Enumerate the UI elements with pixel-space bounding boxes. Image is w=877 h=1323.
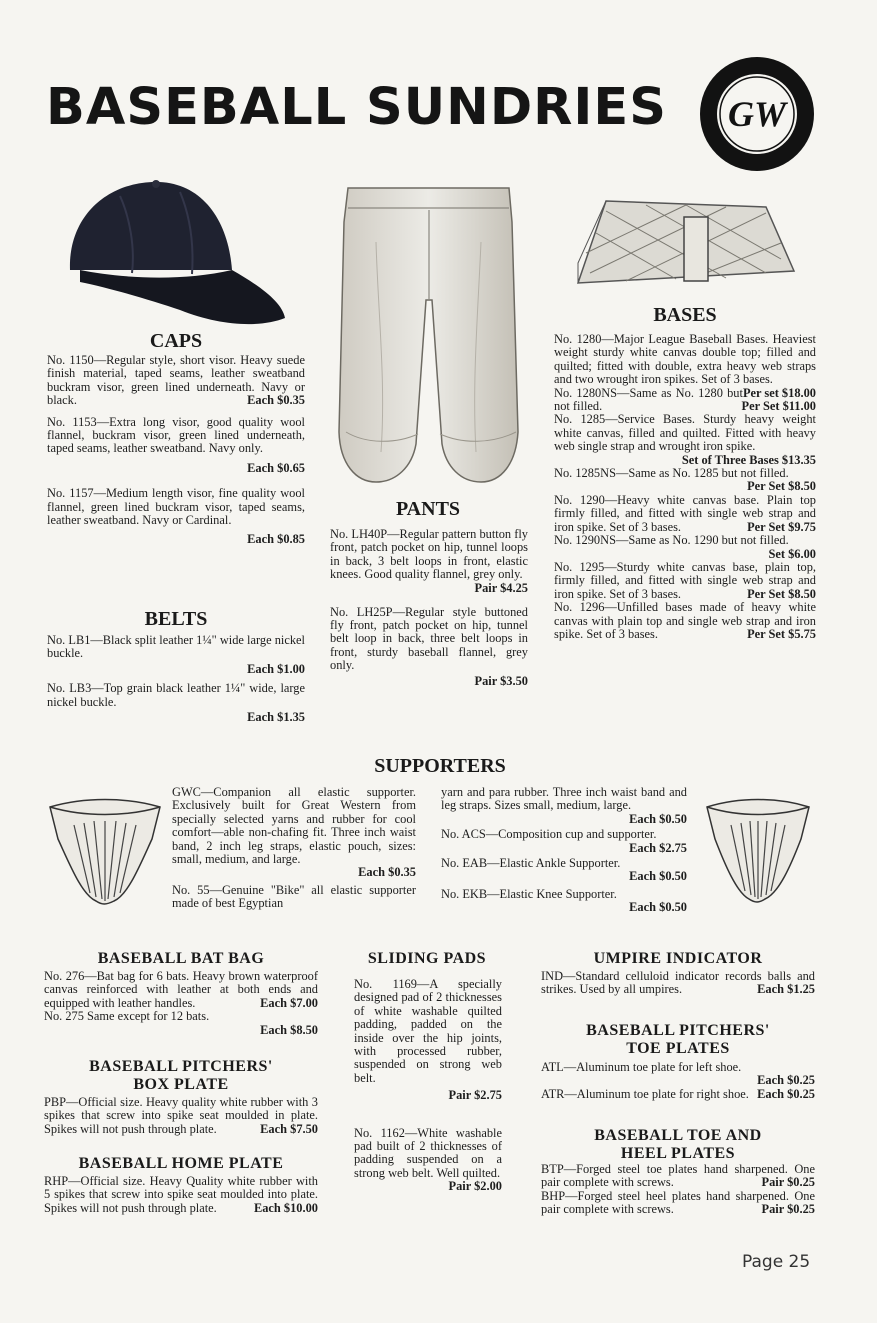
cap-illustration bbox=[60, 178, 290, 330]
list-item: No. 1290—Heavy white canvas base. Plain top firmly filled, and fitted with single web strap and iron spike. Set of 3 bases. Per Set $9.75 bbox=[554, 492, 816, 534]
item-price: Pair $3.50 bbox=[474, 673, 528, 688]
list-item: ATL—Aluminum toe plate for left shoe. bbox=[541, 1060, 742, 1074]
item-price: Each $2.75 bbox=[629, 840, 687, 855]
toe-plates-list bbox=[541, 1061, 815, 1107]
belts-heading: BELTS bbox=[144, 608, 208, 630]
list-item: No. ACS—Composition cup and supporter. bbox=[441, 827, 657, 842]
item-price: Set of Three Bases $13.35 bbox=[681, 452, 816, 467]
page-title: BASEBALL SUNDRIES bbox=[46, 78, 667, 137]
umpire-indicator-list bbox=[541, 970, 815, 1003]
list-item: No. 1296—Unfilled bases made of heavy white canvas with plain top and single web strap and iron spike. Set of 3 bases. Per Set $5.75 bbox=[554, 600, 816, 641]
box-plate-heading-line2: BOX PLATE bbox=[133, 1076, 229, 1093]
caps-list bbox=[47, 354, 305, 553]
list-item: No. EAB—Elastic Ankle Supporter. bbox=[441, 856, 621, 871]
pants-illustration bbox=[336, 182, 521, 487]
item-price: Each $0.65 bbox=[247, 460, 305, 475]
list-item: No. 1280NS—Same as No. 1280 but not filled. Per Set $11.00 bbox=[554, 385, 816, 414]
list-item: ATR—Aluminum toe plate for right shoe. Each $0.25 bbox=[541, 1086, 815, 1101]
list-item: RHP—Official size. Heavy Quality white rubber with 5 spikes that screw into spike seat moulded into plate. Spikes will not push through plate. Each $10.00 bbox=[44, 1174, 318, 1215]
list-item: No. 1285—Service Bases. Sturdy heavy weight white canvas, filled and quilted. Fitted with heavy web single strap and wrought iron spike. bbox=[554, 412, 816, 454]
toe-plates-heading-line2: TOE PLATES bbox=[626, 1040, 730, 1057]
list-item: No. 1280—Major League Baseball Bases. Heaviest weight sturdy white canvas double top; filled and quilted; fitted with double, extra heavy web straps and two wrought iron spikes. Set of 3 bases. Per set $18.00 bbox=[554, 332, 816, 400]
supporters-right-list bbox=[441, 786, 687, 921]
toe-heel-plates-heading bbox=[540, 1127, 816, 1163]
list-item: GWC—Companion all elastic supporter. Exclusively built for Great Western from specially selected yarns and rubber for cool comfort—able non-chafing fit. Three inch waist band, 2 inch leg straps, elastic pouch, sizes: small, medium, and large. bbox=[172, 785, 416, 867]
bat-bag-list bbox=[44, 970, 318, 1043]
bat-bag-heading: BASEBALL BAT BAG bbox=[97, 950, 265, 967]
supporter-illustration-left bbox=[44, 795, 166, 907]
box-plate-heading-line1: BASEBALL PITCHERS' bbox=[89, 1058, 273, 1075]
pants-list bbox=[330, 528, 528, 694]
svg-text:GW: GW bbox=[727, 94, 787, 134]
bases-illustration bbox=[566, 193, 798, 288]
list-item: No. 276—Bat bag for 6 bats. Heavy brown waterproof canvas reinforced with leather at both ends and equipped with leather handles. Each $7.00 bbox=[44, 969, 318, 1010]
bases-heading: BASES bbox=[653, 304, 717, 326]
list-item: BTP—Forged steel toe plates hand sharpened. One pair complete with screws. Pair $0.25 bbox=[541, 1162, 815, 1190]
toe-heel-heading-line1: BASEBALL TOE AND bbox=[594, 1127, 762, 1144]
toe-heel-heading-line2: HEEL PLATES bbox=[620, 1145, 736, 1162]
supporter-illustration-right bbox=[703, 795, 813, 905]
list-item: No. LH40P—Regular pattern button fly front, patch pocket on hip, tunnel loops in back, 3 belt loops in front, elastic knees. Good quality flannel, grey only. Pair $4.25 bbox=[330, 527, 528, 595]
list-item: No. LB3—Top grain black leather 1¼" wide, large nickel buckle. bbox=[47, 681, 305, 709]
item-price: Each $1.00 bbox=[247, 661, 305, 676]
list-item: No. 1157—Medium length visor, fine quality wool flannel, green lined buckram visor, taped seams, leather sweatband. Navy or Cardinal. bbox=[47, 486, 305, 528]
home-plate-list bbox=[44, 1175, 318, 1221]
list-item: No. 1162—White washable pad built of 2 thicknesses of padding suspended on a strong web belt. Well quilted. Pair $2.00 bbox=[354, 1125, 502, 1194]
bases-list bbox=[554, 333, 816, 641]
great-western-logo bbox=[698, 55, 816, 173]
pants-heading: PANTS bbox=[395, 498, 461, 520]
sliding-pads-heading: SLIDING PADS bbox=[367, 950, 487, 967]
item-price: Each $0.25 bbox=[757, 1073, 815, 1088]
list-item: No. 1169—A specially designed pad of 2 thicknesses of white washable quilted padding, padded on the inside over the hip joints, with processed rubber, suspended on strong web belt. bbox=[354, 977, 502, 1085]
list-item: No. 1150—Regular style, short visor. Heavy suede finish material, taped seams, leather sweatband buckram visor, green lined underneath. Navy or black. Each $0.35 bbox=[47, 353, 305, 408]
supporters-left-list bbox=[172, 786, 416, 917]
page-number: Page 25 bbox=[742, 1252, 811, 1272]
item-price: Each $0.50 bbox=[629, 900, 687, 915]
list-item: yarn and para rubber. Three inch waist band and leg straps. Sizes small, medium, large. Each $0.50 bbox=[441, 785, 687, 826]
list-item: No. 275 Same except for 12 bats. bbox=[44, 1009, 210, 1024]
supporters-heading: SUPPORTERS bbox=[374, 755, 506, 777]
item-price: Each $8.50 bbox=[260, 1022, 318, 1037]
item-price: Each $1.35 bbox=[247, 710, 305, 725]
list-item: No. LB1—Black split leather 1¼" wide large nickel buckle. bbox=[47, 633, 305, 661]
list-item: PBP—Official size. Heavy quality white rubber with 3 spikes that screw into spike seat moulded in plate. Spikes will not push through plate. Each $7.50 bbox=[44, 1095, 318, 1136]
item-price: Each $0.35 bbox=[358, 865, 416, 880]
box-plate-heading bbox=[44, 1058, 318, 1094]
list-item: No. 1285NS—Same as No. 1285 but not filled. Per Set $8.50 bbox=[554, 466, 816, 494]
list-item: IND—Standard celluloid indicator records balls and strikes. Used by all umpires. Each $1.25 bbox=[541, 969, 815, 997]
list-item: No. 1295—Sturdy white canvas base, plain top, firmly filled, and fitted with single web strap and iron spike. Set of 3 bases. Per Set $8.50 bbox=[554, 559, 816, 601]
toe-plates-heading-line1: BASEBALL PITCHERS' bbox=[586, 1022, 770, 1039]
toe-heel-plates-list bbox=[541, 1163, 815, 1223]
umpire-indicator-heading: UMPIRE INDICATOR bbox=[593, 950, 763, 967]
sliding-pads-list bbox=[354, 978, 502, 1200]
home-plate-heading: BASEBALL HOME PLATE bbox=[78, 1155, 284, 1172]
item-price: Pair $2.75 bbox=[448, 1088, 502, 1103]
list-item: No. EKB—Elastic Knee Supporter. bbox=[441, 886, 617, 901]
list-item: No. LH25P—Regular style buttoned fly front, patch pocket on hip, tunnel belt loop in back, three belt loops in front, sturdy baseball flannel, grey only. bbox=[330, 604, 528, 673]
list-item: No. 55—Genuine "Bike" all elastic supporter made of best Egyptian bbox=[172, 882, 416, 911]
list-item: No. 1290NS—Same as No. 1290 but not filled. Set $6.00 bbox=[554, 533, 816, 561]
toe-plates-heading bbox=[540, 1022, 816, 1058]
list-item: No. 1153—Extra long visor, good quality wool flannel, buckram visor, green lined underneath, taped seams, leather sweatband. Navy only. bbox=[47, 414, 305, 456]
list-item: BHP—Forged steel heel plates hand sharpened. One pair complete with screws. Pair $0.25 bbox=[541, 1188, 815, 1217]
item-price: Each $0.50 bbox=[629, 869, 687, 884]
box-plate-list bbox=[44, 1096, 318, 1142]
belts-list bbox=[47, 634, 305, 730]
caps-heading: CAPS bbox=[149, 330, 203, 352]
item-price: Each $0.85 bbox=[247, 532, 305, 547]
